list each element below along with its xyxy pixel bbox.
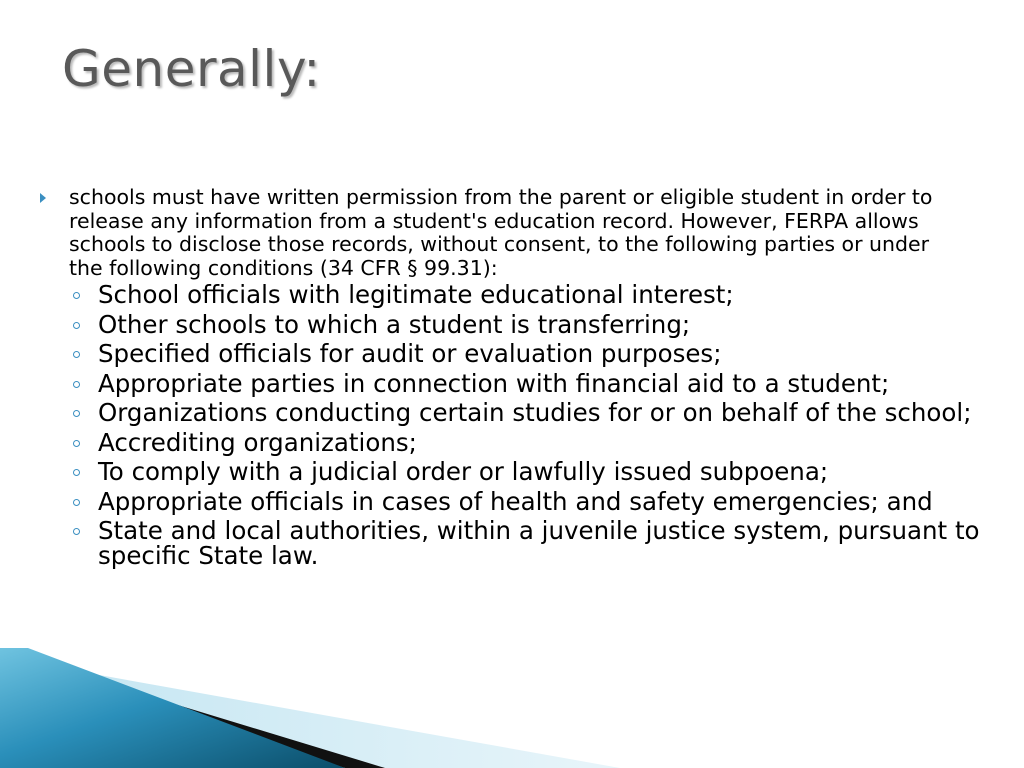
list-item	[0, 400, 1024, 425]
list-item-text: Organizations conducting certain studies for or on behalf of the school;	[98, 398, 972, 427]
list-item-text: Specified officials for audit or evaluation purposes;	[98, 339, 722, 368]
circle-bullet-icon	[73, 292, 80, 299]
main-bullet-text: schools must have written permission from the parent or eligible student in order to release any information from a student's education record. However, FERPA allows schools to disclose those records, without consent, to the following parties or under the following conditions (34 CFR § 99.31):	[69, 185, 933, 280]
list-item	[0, 427, 1024, 457]
list-item	[0, 341, 1024, 366]
list-item	[0, 309, 1024, 339]
list-item-text: Appropriate parties in connection with financial aid to a student;	[98, 368, 890, 398]
circle-bullet-icon	[73, 351, 80, 358]
list-item	[0, 459, 1024, 484]
triangle-bullet-icon	[40, 193, 46, 203]
list-item-text: Other schools to which a student is transferring;	[98, 309, 691, 339]
disclosure-conditions-list	[0, 282, 1024, 568]
blue-wave-shape	[0, 648, 345, 768]
list-item	[0, 282, 1024, 307]
slide-title: Generally:	[62, 40, 321, 98]
list-item-text: To comply with a judicial order or lawfully issued subpoena;	[98, 457, 829, 486]
circle-bullet-icon	[73, 469, 80, 476]
list-item-text: Appropriate officials in cases of health and safety emergencies; and	[98, 486, 933, 516]
list-item-text: Accrediting organizations;	[98, 427, 417, 457]
slide-body	[0, 186, 1024, 573]
circle-bullet-icon	[73, 381, 80, 388]
list-item-text: School officials with legitimate educational interest;	[98, 280, 734, 309]
main-bullet-point	[0, 186, 1024, 280]
circle-bullet-icon	[73, 410, 80, 417]
list-item	[0, 518, 1024, 568]
circle-bullet-icon	[73, 528, 80, 535]
circle-bullet-icon	[73, 322, 80, 329]
circle-bullet-icon	[73, 440, 80, 447]
circle-bullet-icon	[73, 499, 80, 506]
list-item	[0, 486, 1024, 516]
list-item-text: State and local authorities, within a juvenile justice system, pursuant to specific State law.	[98, 516, 980, 570]
list-item	[0, 368, 1024, 398]
